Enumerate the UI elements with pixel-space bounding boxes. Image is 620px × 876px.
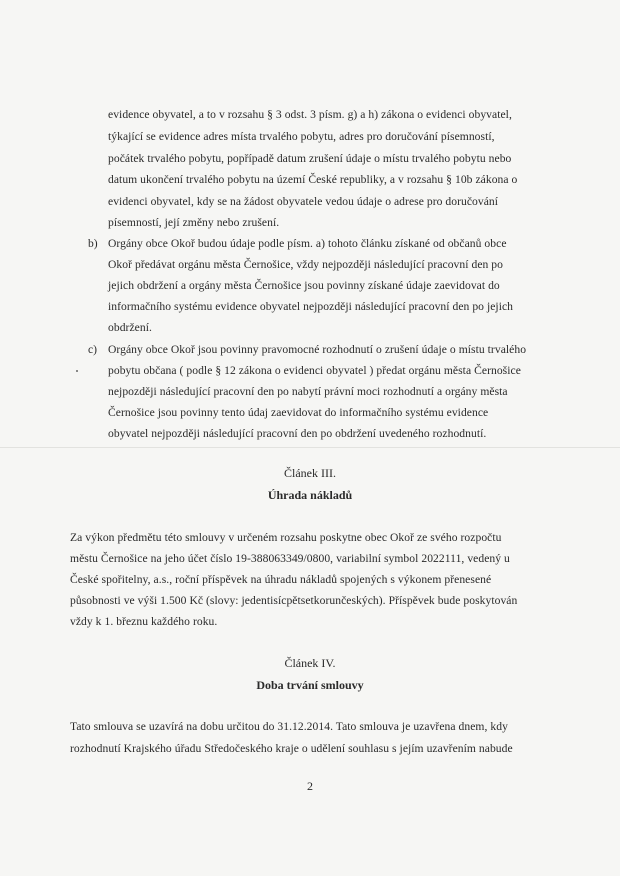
page-number: 2 — [307, 779, 313, 793]
scan-speck — [76, 370, 78, 372]
article-4-number: Článek IV. — [284, 656, 336, 670]
article-3-line: městu Černošice na jeho účet číslo 19-388063349/0800, variabilní symbol 2022111, vedený u — [70, 552, 510, 565]
article-3-line: vždy k 1. březnu každého roku. — [70, 615, 218, 628]
item-b-line: Okoř předávat orgánu města Černošice, vždy nejpozději následující pracovní den po — [108, 258, 503, 271]
item-a-line: evidenci obyvatel, kdy se na žádost obyvatele vedou údaje o adrese pro doručování — [108, 195, 499, 208]
item-b-line: jejich obdržení a orgány města Černošice jsou povinny získané údaje zaevidovat do — [108, 279, 500, 292]
item-b-line: Orgány obce Okoř budou údaje podle písm. a) tohoto článku získané od občanů obce — [108, 237, 507, 250]
item-a-line: týkající se evidence adres místa trvalého pobytu, adres pro doručování písemností, — [108, 130, 495, 143]
article-3-title: Úhrada nákladů — [267, 488, 353, 502]
item-a-line: datum ukončení trvalého pobytu na území České republiky, a v rozsahu § 10b zákona o — [108, 173, 518, 186]
item-c-line: pobytu občana ( podle § 12 zákona o evidenci obyvatel ) předat orgánu města Černošice — [108, 364, 521, 377]
item-b-line: obdržení. — [108, 321, 152, 334]
page-fold-line — [0, 447, 620, 448]
article-3-line: České spořitelny, a.s., roční příspěvek na úhradu nákladů spojených s výkonem přenesené — [70, 573, 492, 586]
item-b-line: informačního systému evidence obyvatel nejpozději následující pracovní den po jejich — [108, 300, 514, 313]
item-c-line: Orgány obce Okoř jsou povinny pravomocné rozhodnutí o zrušení údaje o místu trvalého — [108, 343, 527, 356]
item-b-marker: b) — [88, 237, 98, 250]
item-c-marker: c) — [88, 343, 98, 356]
article-3-line: Za výkon předmětu této smlouvy v určeném rozsahu poskytne obec Okoř ze svého rozpočtu — [70, 531, 502, 544]
article-3-line: působnosti ve výši 1.500 Kč (slovy: jedentisícpětsetkorunčeských). Příspěvek bude poskytován — [70, 594, 518, 607]
article-4-line: rozhodnutí Krajského úřadu Středočeského kraje o udělení souhlasu s jejím uzavřením nabude — [70, 742, 513, 755]
article-4-line: Tato smlouva se uzavírá na dobu určitou do 31.12.2014. Tato smlouva je uzavřena dnem, kdy — [70, 720, 508, 733]
item-a-line: počátek trvalého pobytu, popřípadě datum zrušení údaje o místu trvalého pobytu nebo — [108, 152, 512, 165]
item-c-line: obyvatel nejpozději následující pracovní den po obdržení uvedeného rozhodnutí. — [108, 427, 487, 440]
item-a-line: evidence obyvatel, a to v rozsahu § 3 odst. 3 písm. g) a h) zákona o evidenci obyvatel, — [108, 108, 512, 121]
item-a-line: písemností, její změny nebo zrušení. — [108, 216, 280, 229]
item-c-line: Černošice jsou povinny tento údaj zaevidovat do informačního systému evidence — [108, 406, 489, 419]
article-4-title: Doba trvání smlouvy — [256, 678, 364, 692]
item-c-line: nejpozději následující pracovní den po nabytí právní moci rozhodnutí a orgány města — [108, 385, 508, 398]
article-3-number: Článek III. — [284, 466, 336, 480]
